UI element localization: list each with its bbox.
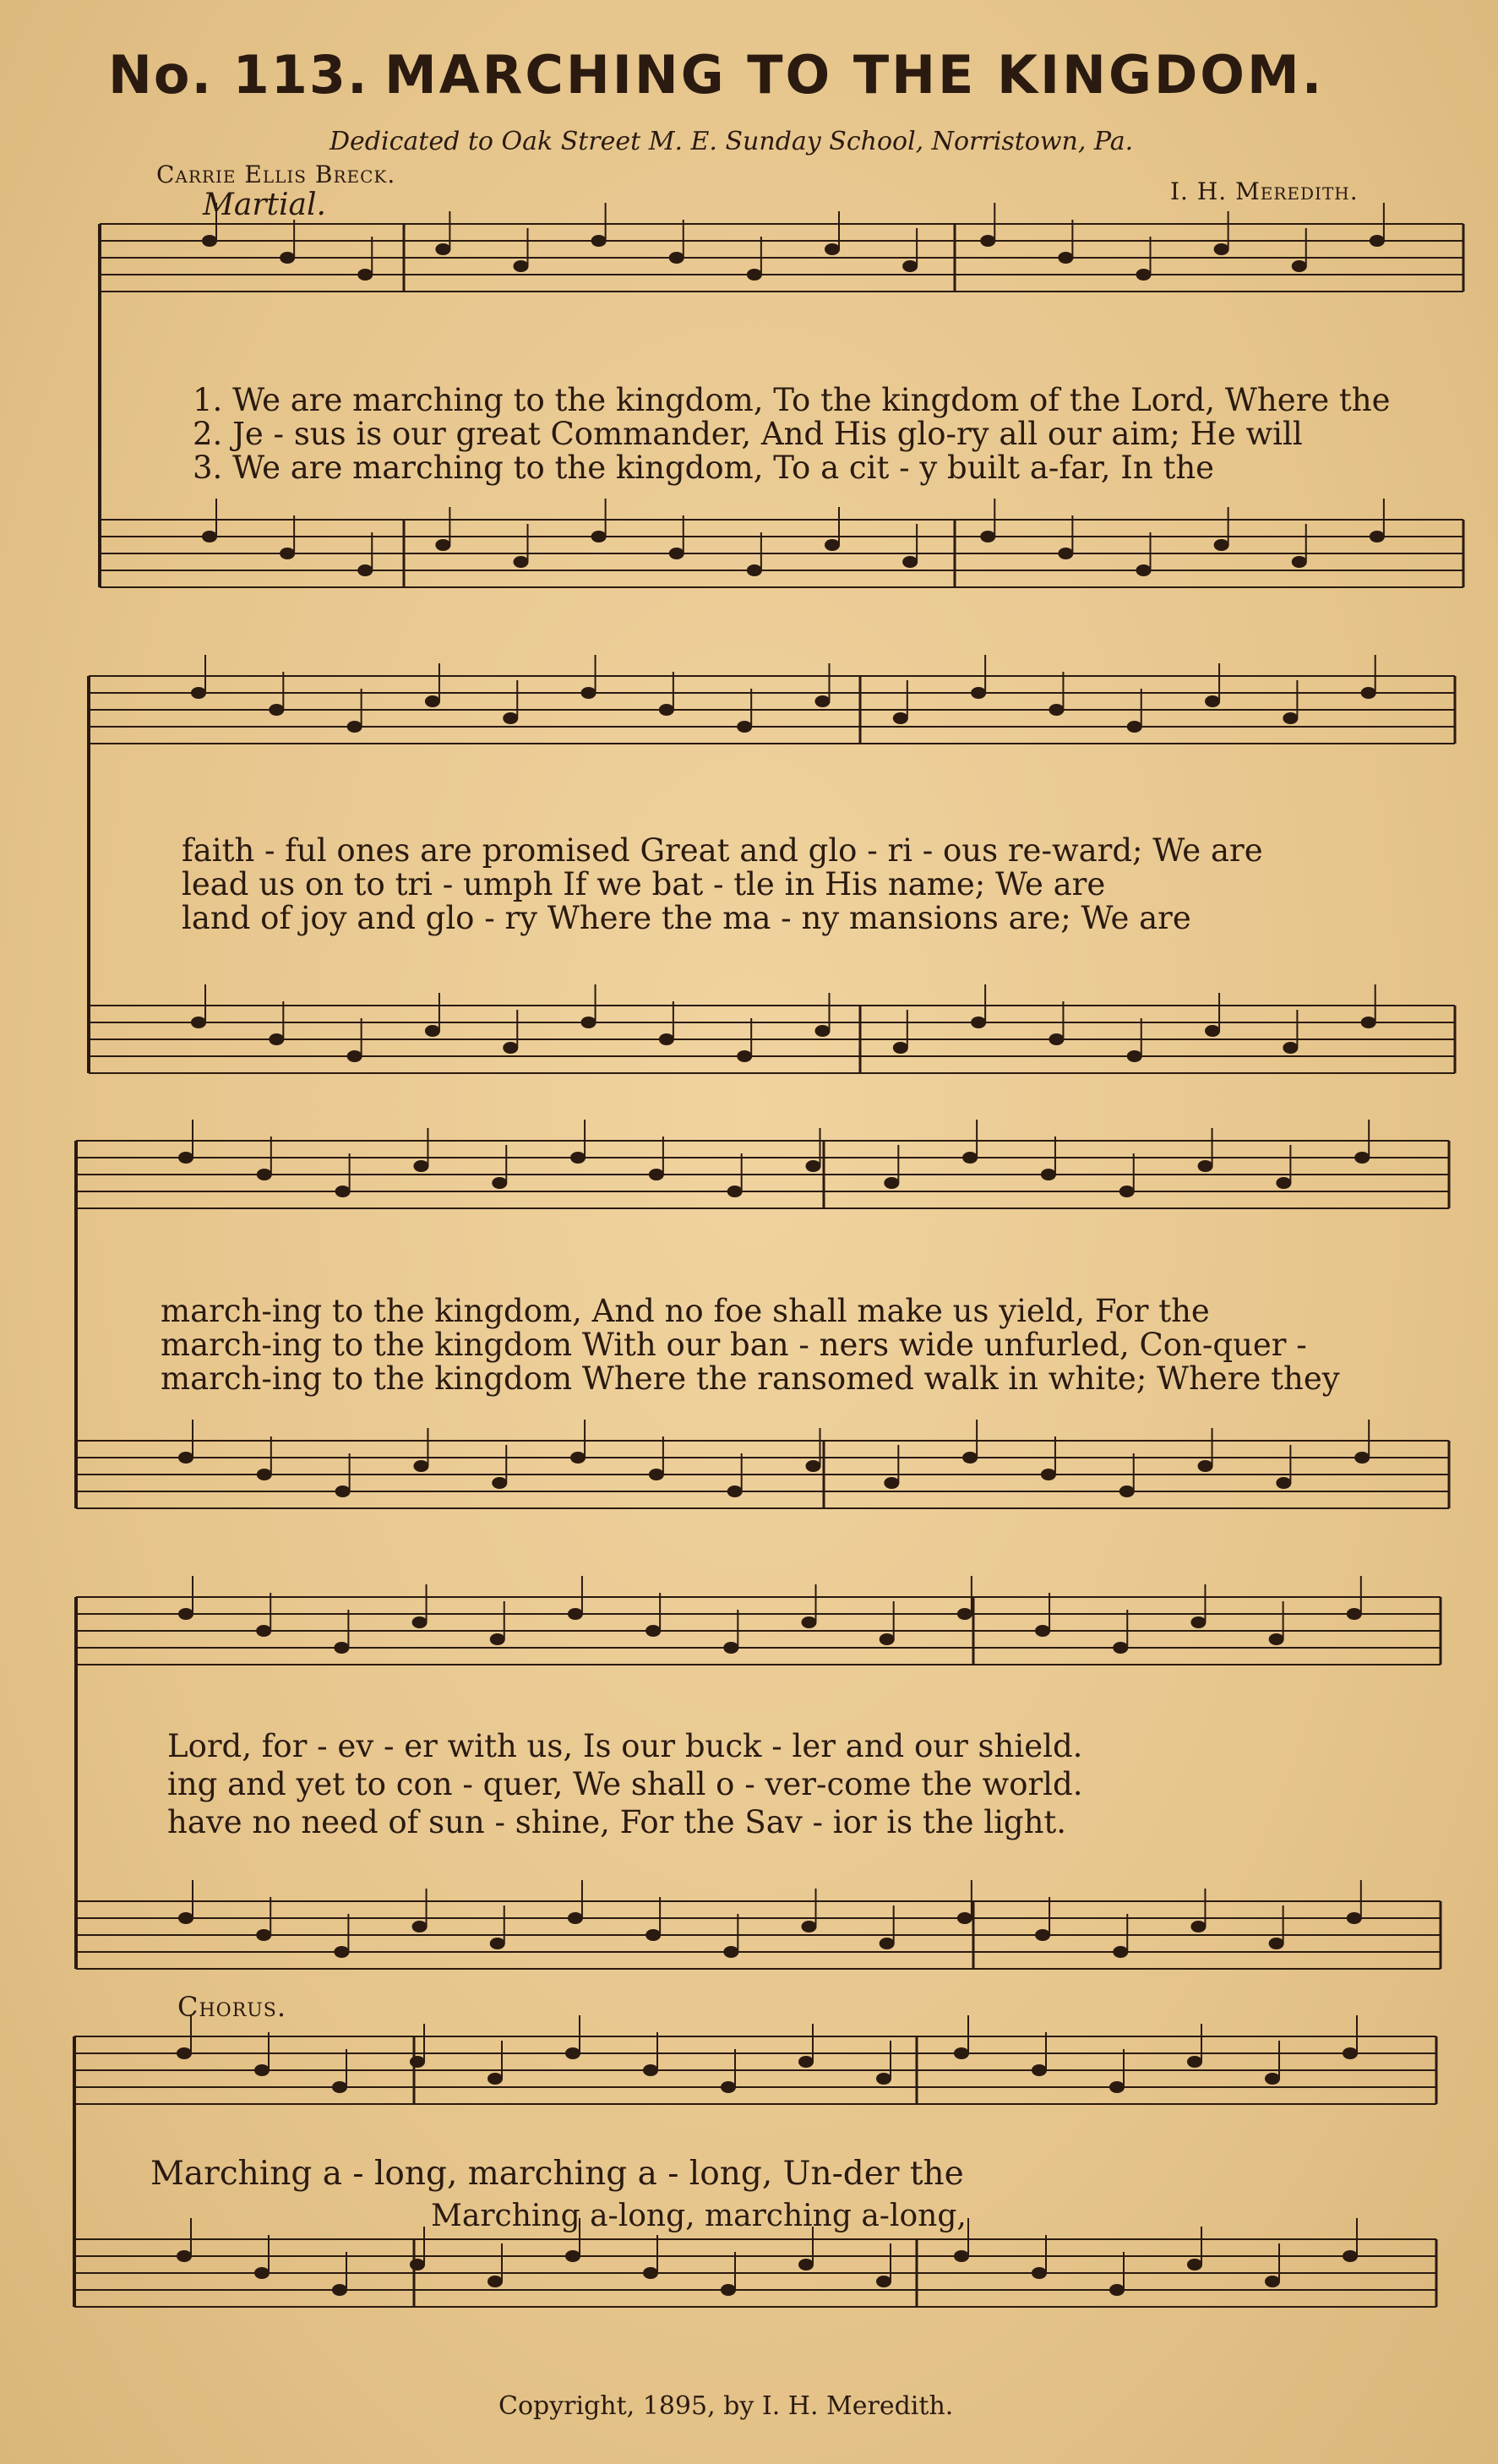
note-head	[1292, 556, 1307, 568]
note-head	[335, 1186, 351, 1197]
note-head	[1205, 695, 1220, 707]
note-head	[425, 695, 440, 707]
lyric-verse1-line4: Lord, for - ev - er with us, Is our buck - ler and our shield.	[167, 1728, 1083, 1764]
note-head	[1136, 564, 1152, 576]
note-head	[1190, 1921, 1206, 1932]
note-head	[1361, 1017, 1376, 1028]
note-head	[723, 1946, 738, 1958]
note-head	[488, 2276, 503, 2287]
note-head	[191, 687, 206, 699]
note-head	[332, 2081, 347, 2093]
hymn-title: MARCHING TO THE KINGDOM.	[384, 44, 1325, 106]
note-head	[410, 2056, 425, 2068]
note-head	[1127, 1050, 1142, 1062]
note-head	[971, 687, 986, 699]
note-head	[747, 269, 762, 281]
note-head	[643, 2064, 658, 2076]
note-head	[1058, 548, 1073, 559]
note-head	[646, 1929, 661, 1941]
note-head	[490, 1633, 505, 1645]
dedication: Dedicated to Oak Street M. E. Sunday School, Norristown, Pa.	[330, 127, 1134, 156]
note-head	[1198, 1460, 1213, 1472]
note-head	[825, 539, 840, 551]
note-head	[256, 1625, 271, 1637]
note-head	[971, 1017, 986, 1028]
note-head	[954, 2250, 969, 2262]
note-head	[357, 269, 373, 281]
lyric-verse3-line2: land of joy and glo - ry Where the ma - ny mansions are; We are	[182, 900, 1191, 936]
note-head	[1127, 721, 1142, 733]
note-head	[591, 531, 607, 542]
tempo-marking: Martial.	[203, 188, 326, 222]
note-head	[876, 2276, 891, 2287]
note-head	[178, 1912, 193, 1924]
note-head	[1354, 1152, 1370, 1164]
note-head	[902, 556, 918, 568]
note-head	[490, 1938, 505, 1949]
note-head	[659, 1033, 674, 1045]
note-head	[254, 2267, 270, 2279]
lyric-verse2-line1: 2. Je - sus is our great Commander, And His glo-ry all our aim; He will	[193, 416, 1303, 452]
note-head	[957, 1608, 972, 1620]
note-head	[893, 712, 908, 724]
note-head	[177, 2250, 192, 2262]
chorus-label: Chorus.	[177, 1991, 287, 2023]
note-head	[954, 2047, 969, 2059]
note-head	[435, 243, 450, 255]
note-head	[191, 1017, 206, 1028]
note-head	[806, 1460, 821, 1472]
note-head	[1343, 2047, 1358, 2059]
note-head	[413, 1460, 428, 1472]
note-head	[962, 1152, 978, 1164]
note-head	[280, 548, 295, 559]
note-head	[727, 1186, 743, 1197]
note-head	[254, 2064, 270, 2076]
note-head	[334, 1946, 349, 1958]
note-head	[514, 556, 529, 568]
note-head	[1049, 704, 1064, 716]
note-head	[413, 1160, 428, 1172]
note-head	[1049, 1033, 1064, 1045]
note-heads	[177, 203, 1385, 2296]
note-head	[425, 1025, 440, 1037]
note-head	[980, 235, 995, 247]
note-head	[335, 1485, 351, 1497]
note-head	[1269, 1633, 1284, 1645]
note-head	[202, 235, 217, 247]
note-head	[565, 2250, 580, 2262]
note-head	[669, 548, 684, 559]
note-head	[1032, 2267, 1047, 2279]
note-head	[802, 1616, 817, 1628]
note-head	[488, 2073, 503, 2085]
note-head	[503, 1042, 518, 1054]
note-head	[737, 1050, 752, 1062]
note-head	[178, 1452, 193, 1464]
note-head	[798, 2259, 814, 2270]
note-head	[514, 260, 529, 272]
note-head	[1343, 2250, 1358, 2262]
note-head	[280, 252, 295, 264]
note-head	[357, 564, 373, 576]
note-head	[1113, 1946, 1128, 1958]
note-head	[825, 243, 840, 255]
note-head	[1187, 2259, 1202, 2270]
note-head	[721, 2284, 736, 2296]
note-head	[1276, 1177, 1291, 1189]
note-head	[1265, 2073, 1280, 2085]
note-head	[570, 1452, 586, 1464]
note-head	[798, 2056, 814, 2068]
note-head	[568, 1912, 583, 1924]
note-head	[646, 1625, 661, 1637]
note-head	[347, 1050, 362, 1062]
note-head	[802, 1921, 817, 1932]
note-head	[747, 564, 762, 576]
note-head	[815, 1025, 831, 1037]
note-head	[412, 1921, 428, 1932]
note-head	[1119, 1485, 1135, 1497]
note-head	[962, 1452, 978, 1464]
note-head	[269, 1033, 284, 1045]
note-head	[1035, 1625, 1050, 1637]
note-head	[957, 1912, 972, 1924]
note-head	[815, 695, 831, 707]
lyric-verse2-line3: march-ing to the kingdom With our ban - ners wide unfurled, Con-quer -	[161, 1327, 1307, 1363]
note-head	[1276, 1477, 1291, 1489]
lyric-verse3-line3: march-ing to the kingdom Where the ransomed walk in white; Where they	[161, 1360, 1340, 1397]
lyric-verse2-line4: ing and yet to con - quer, We shall o - ver-come the world.	[167, 1766, 1083, 1802]
note-head	[410, 2259, 425, 2270]
note-head	[1283, 1042, 1298, 1054]
note-head	[256, 1929, 271, 1941]
lyric-verse2-line2: lead us on to tri - umph If we bat - tle in His name; We are	[182, 866, 1106, 902]
note-head	[334, 1642, 349, 1654]
note-head	[1370, 235, 1385, 247]
note-head	[178, 1152, 193, 1164]
note-head	[1058, 252, 1073, 264]
note-head	[177, 2047, 192, 2059]
note-head	[659, 704, 674, 716]
lyric-verse3-line1: 3. We are marching to the kingdom, To a cit - y built a-far, In the	[193, 450, 1215, 486]
note-head	[884, 1477, 899, 1489]
note-head	[1347, 1912, 1362, 1924]
note-head	[1041, 1469, 1056, 1480]
lyric-verse1-line1: 1. We are marching to the kingdom, To the kingdom of the Lord, Where the	[193, 382, 1391, 418]
lyric-verse1-line2: faith - ful ones are promised Great and glo - ri - ous re-ward; We are	[182, 832, 1263, 869]
copyright-notice: Copyright, 1895, by I. H. Meredith.	[498, 2391, 954, 2421]
note-head	[1347, 1608, 1362, 1620]
note-head	[643, 2267, 658, 2279]
note-head	[980, 531, 995, 542]
note-head	[1214, 243, 1229, 255]
note-head	[1354, 1452, 1370, 1464]
note-head	[581, 1017, 596, 1028]
note-head	[492, 1177, 507, 1189]
note-head	[568, 1608, 583, 1620]
note-head	[1283, 712, 1298, 724]
note-head	[570, 1152, 586, 1164]
note-head	[257, 1469, 272, 1480]
note-head	[1214, 539, 1229, 551]
note-head	[723, 1642, 738, 1654]
note-head	[806, 1160, 821, 1172]
note-head	[503, 712, 518, 724]
note-head	[1269, 1938, 1284, 1949]
note-head	[721, 2081, 736, 2093]
note-head	[1119, 1186, 1135, 1197]
lyric-verse1-line3: march-ing to the kingdom, And no foe shall make us yield, For the	[161, 1293, 1210, 1329]
note-head	[332, 2284, 347, 2296]
note-head	[1041, 1169, 1056, 1180]
note-head	[1113, 1642, 1128, 1654]
note-head	[1187, 2056, 1202, 2068]
note-head	[1109, 2284, 1125, 2296]
note-head	[581, 687, 596, 699]
note-head	[1136, 269, 1152, 281]
note-head	[880, 1938, 895, 1949]
note-head	[412, 1616, 428, 1628]
note-head	[1205, 1025, 1220, 1037]
composer: I. H. Meredith.	[1170, 177, 1359, 205]
chorus-lyric-lower: Marching a-long, marching a-long,	[431, 2199, 967, 2233]
note-head	[1361, 687, 1376, 699]
note-head	[876, 2073, 891, 2085]
note-head	[884, 1177, 899, 1189]
note-head	[178, 1608, 193, 1620]
note-head	[565, 2047, 580, 2059]
lyric-verse3-line4: have no need of sun - shine, For the Sav - ior is the light.	[167, 1804, 1067, 1840]
lyricist: Carrie Ellis Breck.	[156, 161, 396, 188]
note-head	[1109, 2081, 1125, 2093]
note-head	[893, 1042, 908, 1054]
note-head	[902, 260, 918, 272]
note-head	[1265, 2276, 1280, 2287]
note-head	[591, 235, 607, 247]
note-head	[649, 1169, 664, 1180]
note-head	[669, 252, 684, 264]
note-head	[435, 539, 450, 551]
note-head	[269, 704, 284, 716]
note-head	[1370, 531, 1385, 542]
note-head	[649, 1469, 664, 1480]
note-head	[1292, 260, 1307, 272]
note-head	[880, 1633, 895, 1645]
hymn-number: No. 113.	[108, 44, 369, 106]
note-head	[1032, 2064, 1047, 2076]
note-head	[492, 1477, 507, 1489]
note-head	[1198, 1160, 1213, 1172]
note-head	[257, 1169, 272, 1180]
note-head	[202, 531, 217, 542]
note-head	[1190, 1616, 1206, 1628]
chorus-lyric-upper: Marching a - long, marching a - long, Un-der the	[150, 2155, 964, 2193]
note-head	[737, 721, 752, 733]
note-head	[727, 1485, 743, 1497]
note-head	[347, 721, 362, 733]
note-head	[1035, 1929, 1050, 1941]
